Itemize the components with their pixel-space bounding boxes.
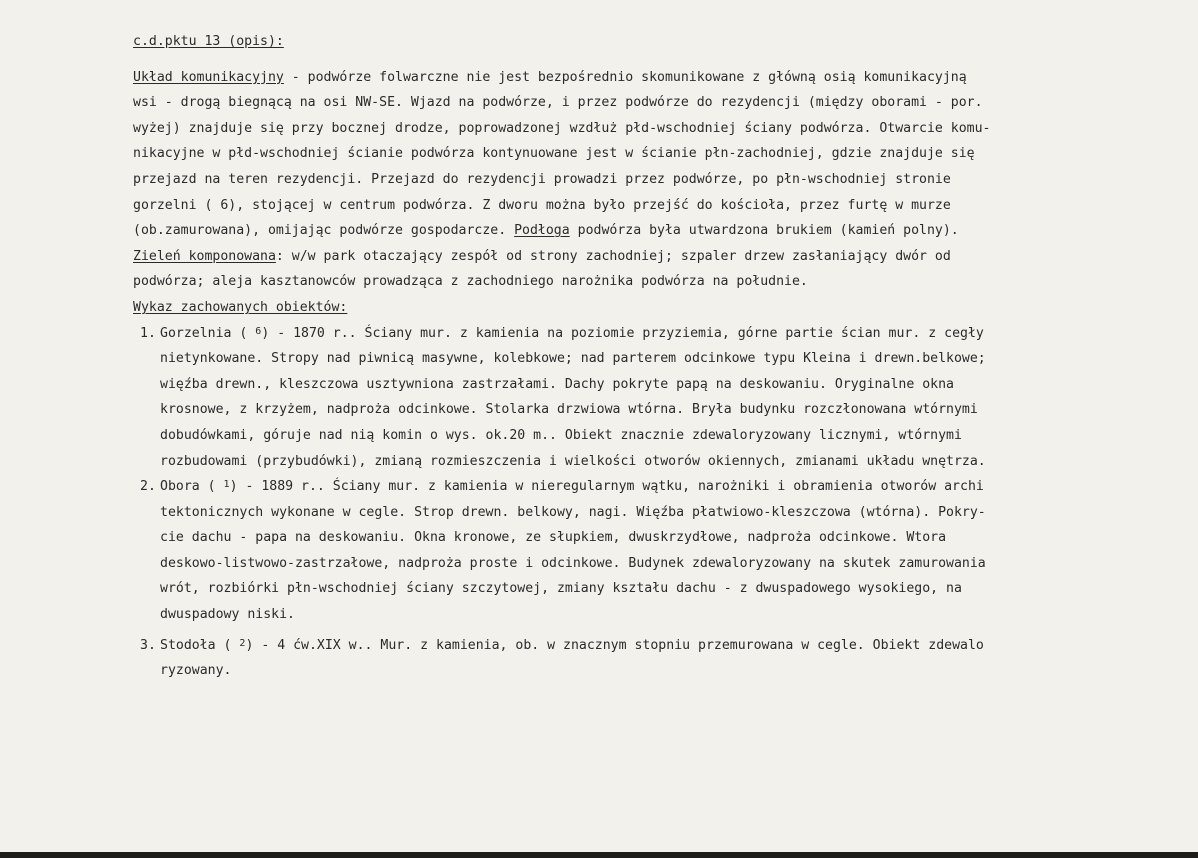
item-text: ) - 4 ćw.XIX w.. Mur. z kamienia, ob. w znacznym stopniu przemurowana w cegle. Obiekt zdewalo: [245, 637, 984, 653]
item-name: Obora (: [160, 479, 216, 495]
item-line: wrót, rozbiórki płn-wschodniej ściany szczytowej, zmiany kształu dachu - z dwuspadowego wysokiego, na: [160, 581, 962, 597]
list-item-stodola: [133, 633, 1073, 684]
uklad-text: - podwórze folwarczne nie jest bezpośrednio skomunikowane z główną osią komunikacyjną: [283, 69, 967, 85]
uklad-label: Układ komunikacyjny: [133, 69, 284, 85]
zielen-text: : w/w park otaczający zespół od strony zachodniej; szpaler drzew zasłaniający dwór od: [275, 248, 951, 264]
uklad-paragraph: [133, 65, 1073, 244]
list-item-obora: [133, 474, 1073, 628]
item-text: ) - 1870 r.. Ściany mur. z kamienia na poziomie przyziemia, górne partie ścian mur. z cegły: [261, 325, 984, 341]
item-number: 3.: [140, 637, 156, 653]
item-name: Stodoła (: [160, 637, 232, 653]
page-bottom-edge: [0, 852, 1198, 858]
zielen-label: Zieleń komponowana: [133, 248, 276, 264]
item-line: dobudówkami, góruje nad nią komin o wys. ok.20 m.. Obiekt znacznie zdewaloryzowany licznymi, wtórnymi: [160, 427, 962, 443]
item-line: cie dachu - papa na deskowaniu. Okna kronowe, ze słupkiem, dwuskrzydłowe, nadproża odcinkowe. Wtora: [160, 530, 947, 546]
list-item-gorzelnia: [133, 321, 1073, 475]
item-line: nietynkowane. Stropy nad piwnicą masywne, kolebkowe; nad parterem odcinkowe typu Kleina i drewn.belkowe;: [160, 351, 986, 367]
uklad-line-5: przejazd na teren rezydencji. Przejazd do rezydencji prowadzi przez podwórze, po płn-wschodniej stronie: [133, 171, 951, 187]
item-line: [160, 633, 1073, 659]
uklad-line-1: [133, 65, 1073, 91]
item-ref: 6: [255, 325, 262, 337]
uklad-line-7: [133, 218, 1073, 244]
item-number: 1.: [140, 325, 156, 341]
item-number: 2.: [140, 479, 156, 495]
item-line: deskowo-listwowo-zastrzałowe, nadproża proste i odcinkowe. Budynek zdewaloryzowany na skutek zamurowania: [160, 555, 986, 571]
uklad-line-6: gorzelni ( 6), stojącej w centrum podwórza. Z dworu można było przejść do kościoła, przez furtę w murze: [133, 197, 951, 213]
item-line: ryzowany.: [160, 663, 232, 679]
item-line: krosnowe, z krzyżem, nadproża odcinkowe. Stolarka drzwiowa wtórna. Bryła budynku rozczłonowana wtórnymi: [160, 402, 978, 418]
item-line: [160, 321, 1073, 347]
section-heading: c.d.pktu 13 (opis):: [133, 34, 284, 49]
zielen-line-2: podwórza; aleja kasztanowców prowadząca z zachodniego narożnika podwórza na południe.: [133, 274, 808, 290]
item-line: dwuspadowy niski.: [160, 607, 295, 623]
item-line: [160, 474, 1073, 500]
item-ref: 2: [239, 637, 246, 649]
uklad-line-3: wyżej) znajduje się przy bocznej drodze, poprowadzonej wzdłuż płd-wschodniej ściany podwórza. Otwarcie komu-: [133, 120, 991, 136]
wykaz-heading: Wykaz zachowanych obiektów:: [133, 299, 348, 315]
item-text: ) - 1889 r.. Ściany mur. z kamienia w nieregularnym wątku, narożniki i obramienia otworów archi: [229, 479, 984, 495]
item-line: rozbudowami (przybudówki), zmianą rozmieszczenia i wielkości otworów okiennych, zmianami układu wnętrza.: [160, 453, 986, 469]
item-line: tektonicznych wykonane w cegle. Strop drewn. belkowy, nagi. Więźba płatwiowo-kleszczowa (wtórna). Pokry-: [160, 504, 986, 520]
uklad-line-2: wsi - drogą biegnącą na osi NW-SE. Wjazd na podwórze, i przez podwórze do rezydencji (między oborami - por.: [133, 95, 983, 111]
item-name: Gorzelnia (: [160, 325, 248, 341]
zielen-line-1: [133, 244, 1073, 270]
item-line: więźba drewn., kleszczowa usztywniona zastrzałami. Dachy pokryte papą na deskowaniu. Oryginalne okna: [160, 376, 954, 392]
uklad-line-4: nikacyjne w płd-wschodniej ścianie podwórza kontynuowane jest w ścianie płn-zachodniej, gdzie znajduje się: [133, 146, 975, 162]
podloga-label: Podłoga: [514, 223, 570, 239]
item-ref: 1: [223, 479, 230, 491]
zielen-paragraph: [133, 244, 1073, 295]
podloga-text: podwórza była utwardzona brukiem (kamień polny).: [569, 223, 959, 239]
typewritten-text: [133, 29, 1073, 684]
uklad-text-end: (ob.zamurowana), omijając podwórze gospodarcze.: [133, 223, 515, 239]
